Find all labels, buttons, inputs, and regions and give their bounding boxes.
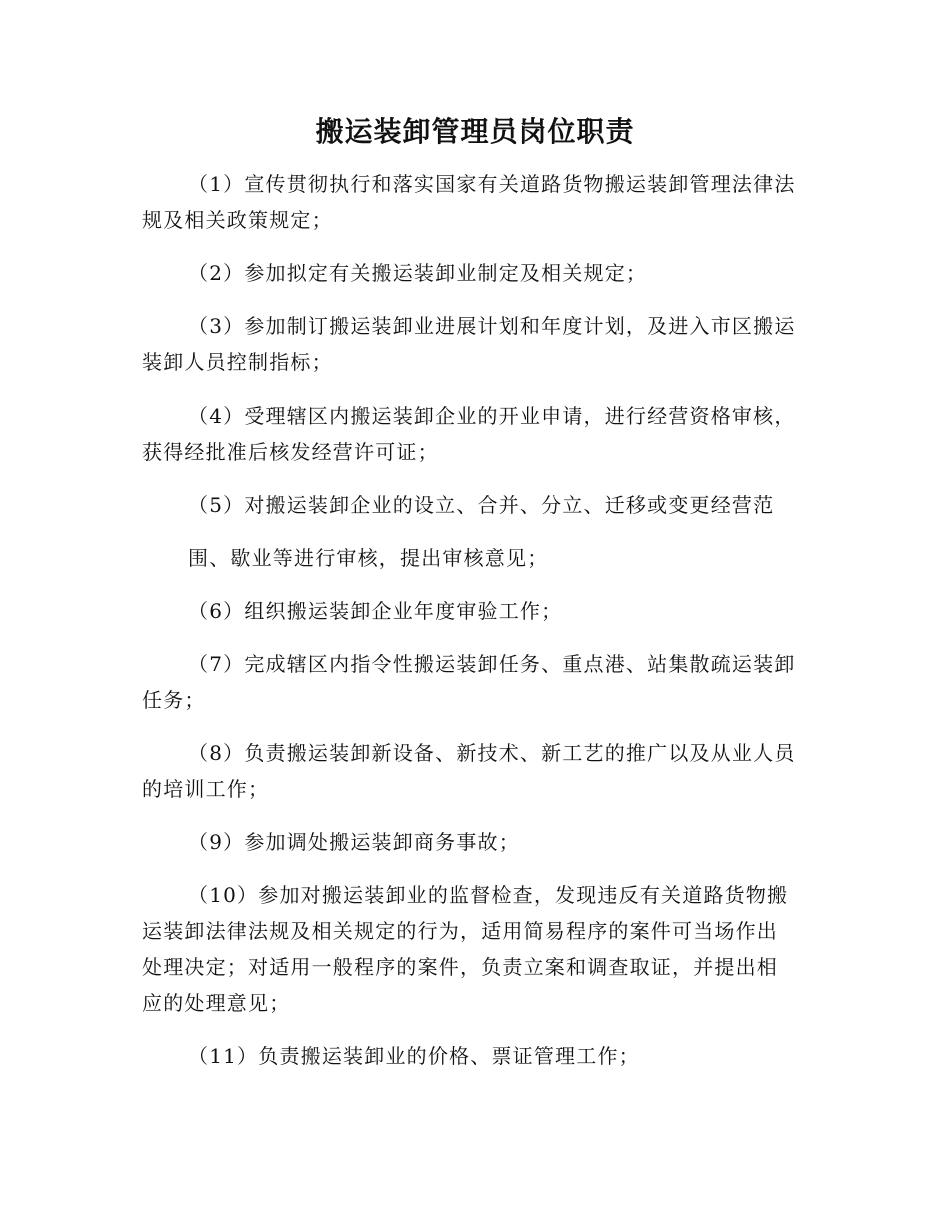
item-11-line-1: （11）负责搬运装卸业的价格、票证管理工作； — [188, 1044, 640, 1068]
item-10-line-3: 处理决定；对适用一般程序的案件，负责立案和调查取证，并提出相 — [142, 955, 778, 979]
item-7-line-2: 任务； — [142, 688, 206, 712]
item-7-line-1: （7）完成辖区内指令性搬运装卸任务、重点港、站集散疏运装卸 — [188, 652, 796, 676]
item-4-line-2: 获得经批准后核发经营许可证； — [142, 440, 439, 464]
item-3-line-1: （3）参加制订搬运装卸业进展计划和年度计划，及进入市区搬运 — [188, 314, 796, 338]
item-10-line-4: 应的处理意见； — [142, 991, 291, 1015]
item-5-line-2: 围、歇业等进行审核，提出审核意见； — [188, 546, 549, 570]
item-1-line-1: （1）宣传贯彻执行和落实国家有关道路货物搬运装卸管理法律法 — [188, 172, 796, 196]
document-title: 搬运装卸管理员岗位职责 — [315, 115, 635, 148]
item-6-line-1: （6）组织搬运装卸企业年度审验工作； — [188, 599, 563, 623]
item-9-line-1: （9）参加调处搬运装卸商务事故； — [188, 830, 520, 854]
item-8-line-1: （8）负责搬运装卸新设备、新技术、新工艺的推广以及从业人员 — [188, 741, 796, 765]
item-10-line-1: （10）参加对搬运装卸业的监督检查，发现违反有关道路货物搬 — [188, 883, 789, 907]
item-1-line-2: 规及相关政策规定； — [142, 208, 333, 232]
item-2-line-1: （2）参加拟定有关搬运装卸业制定及相关规定； — [188, 261, 648, 285]
item-5-line-1: （5）对搬运装卸企业的设立、合并、分立、迁移或变更经营范 — [188, 493, 775, 517]
item-8-line-2: 的培训工作； — [142, 777, 270, 801]
item-4-line-1: （4）受理辖区内搬运装卸企业的开业申请，进行经营资格审核， — [188, 404, 796, 428]
item-10-line-2: 运装卸法律法规及相关规定的行为，适用简易程序的案件可当场作出 — [142, 919, 778, 943]
item-3-line-2: 装卸人员控制指标； — [142, 350, 333, 374]
